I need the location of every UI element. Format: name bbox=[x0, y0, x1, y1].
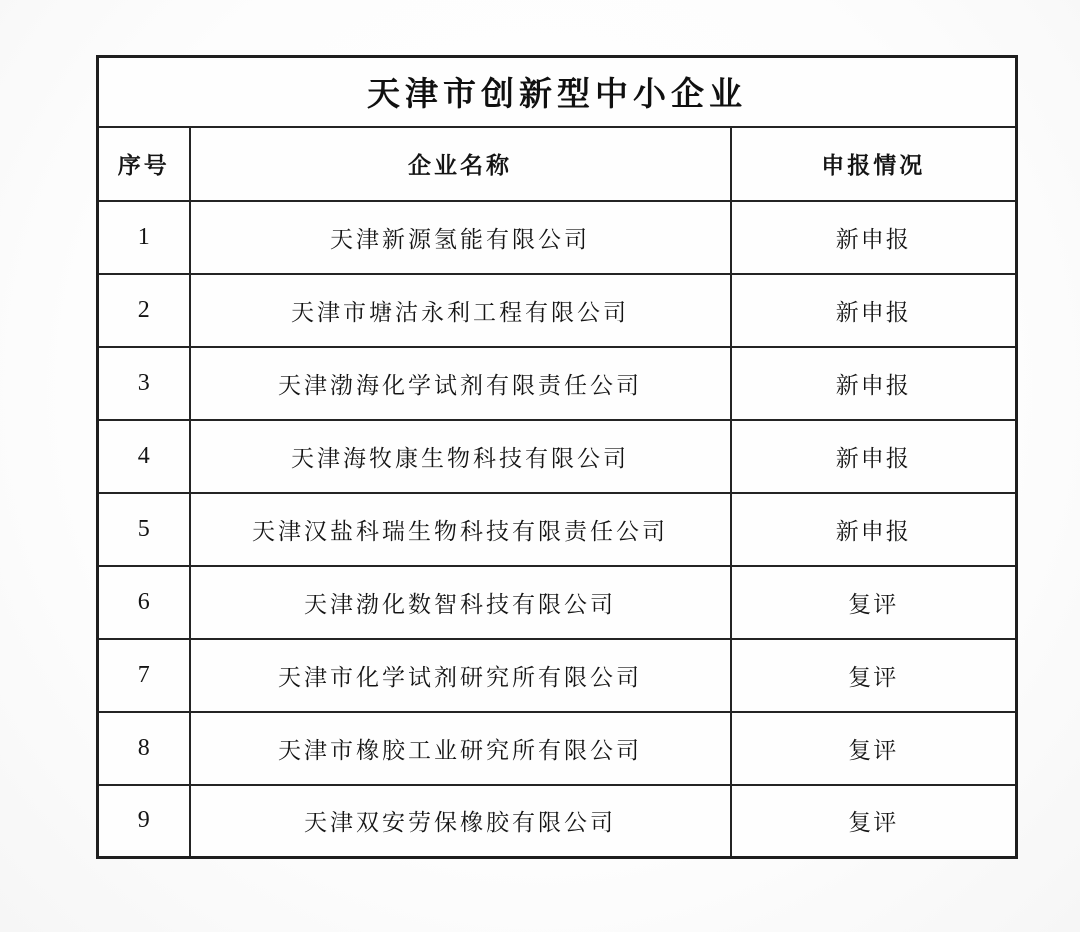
table-row bbox=[98, 420, 1017, 493]
column-header-company-name: 企业名称 bbox=[190, 127, 731, 201]
table-body bbox=[98, 201, 1017, 858]
row-number-cell: 1 bbox=[98, 201, 190, 274]
row-number-cell: 2 bbox=[98, 274, 190, 347]
row-number-cell: 6 bbox=[98, 566, 190, 639]
column-header-no: 序号 bbox=[98, 127, 190, 201]
row-number-cell: 5 bbox=[98, 493, 190, 566]
table-title: 天津市创新型中小企业 bbox=[98, 57, 1017, 127]
application-status-cell: 新申报 bbox=[731, 420, 1017, 493]
application-status-cell: 新申报 bbox=[731, 493, 1017, 566]
table-header-row bbox=[98, 127, 1017, 201]
company-name-cell: 天津渤海化学试剂有限责任公司 bbox=[190, 347, 731, 420]
smes-table bbox=[96, 55, 1018, 859]
application-status-cell: 新申报 bbox=[731, 274, 1017, 347]
table-row bbox=[98, 566, 1017, 639]
application-status-cell: 新申报 bbox=[731, 201, 1017, 274]
table-row bbox=[98, 347, 1017, 420]
company-name-cell: 天津汉盐科瑞生物科技有限责任公司 bbox=[190, 493, 731, 566]
company-name-cell: 天津市橡胶工业研究所有限公司 bbox=[190, 712, 731, 785]
application-status-cell: 复评 bbox=[731, 566, 1017, 639]
table-row bbox=[98, 712, 1017, 785]
row-number-cell: 9 bbox=[98, 785, 190, 858]
application-status-cell: 复评 bbox=[731, 785, 1017, 858]
row-number-cell: 8 bbox=[98, 712, 190, 785]
table-title-row bbox=[98, 57, 1017, 127]
table-row bbox=[98, 274, 1017, 347]
table-container bbox=[96, 55, 1015, 859]
row-number-cell: 4 bbox=[98, 420, 190, 493]
application-status-cell: 复评 bbox=[731, 712, 1017, 785]
table-row bbox=[98, 493, 1017, 566]
company-name-cell: 天津新源氢能有限公司 bbox=[190, 201, 731, 274]
application-status-cell: 复评 bbox=[731, 639, 1017, 712]
table-row bbox=[98, 785, 1017, 858]
row-number-cell: 7 bbox=[98, 639, 190, 712]
column-header-application-status: 申报情况 bbox=[731, 127, 1017, 201]
table-row bbox=[98, 639, 1017, 712]
company-name-cell: 天津渤化数智科技有限公司 bbox=[190, 566, 731, 639]
company-name-cell: 天津市塘沽永利工程有限公司 bbox=[190, 274, 731, 347]
company-name-cell: 天津双安劳保橡胶有限公司 bbox=[190, 785, 731, 858]
company-name-cell: 天津海牧康生物科技有限公司 bbox=[190, 420, 731, 493]
application-status-cell: 新申报 bbox=[731, 347, 1017, 420]
company-name-cell: 天津市化学试剂研究所有限公司 bbox=[190, 639, 731, 712]
row-number-cell: 3 bbox=[98, 347, 190, 420]
table-row bbox=[98, 201, 1017, 274]
